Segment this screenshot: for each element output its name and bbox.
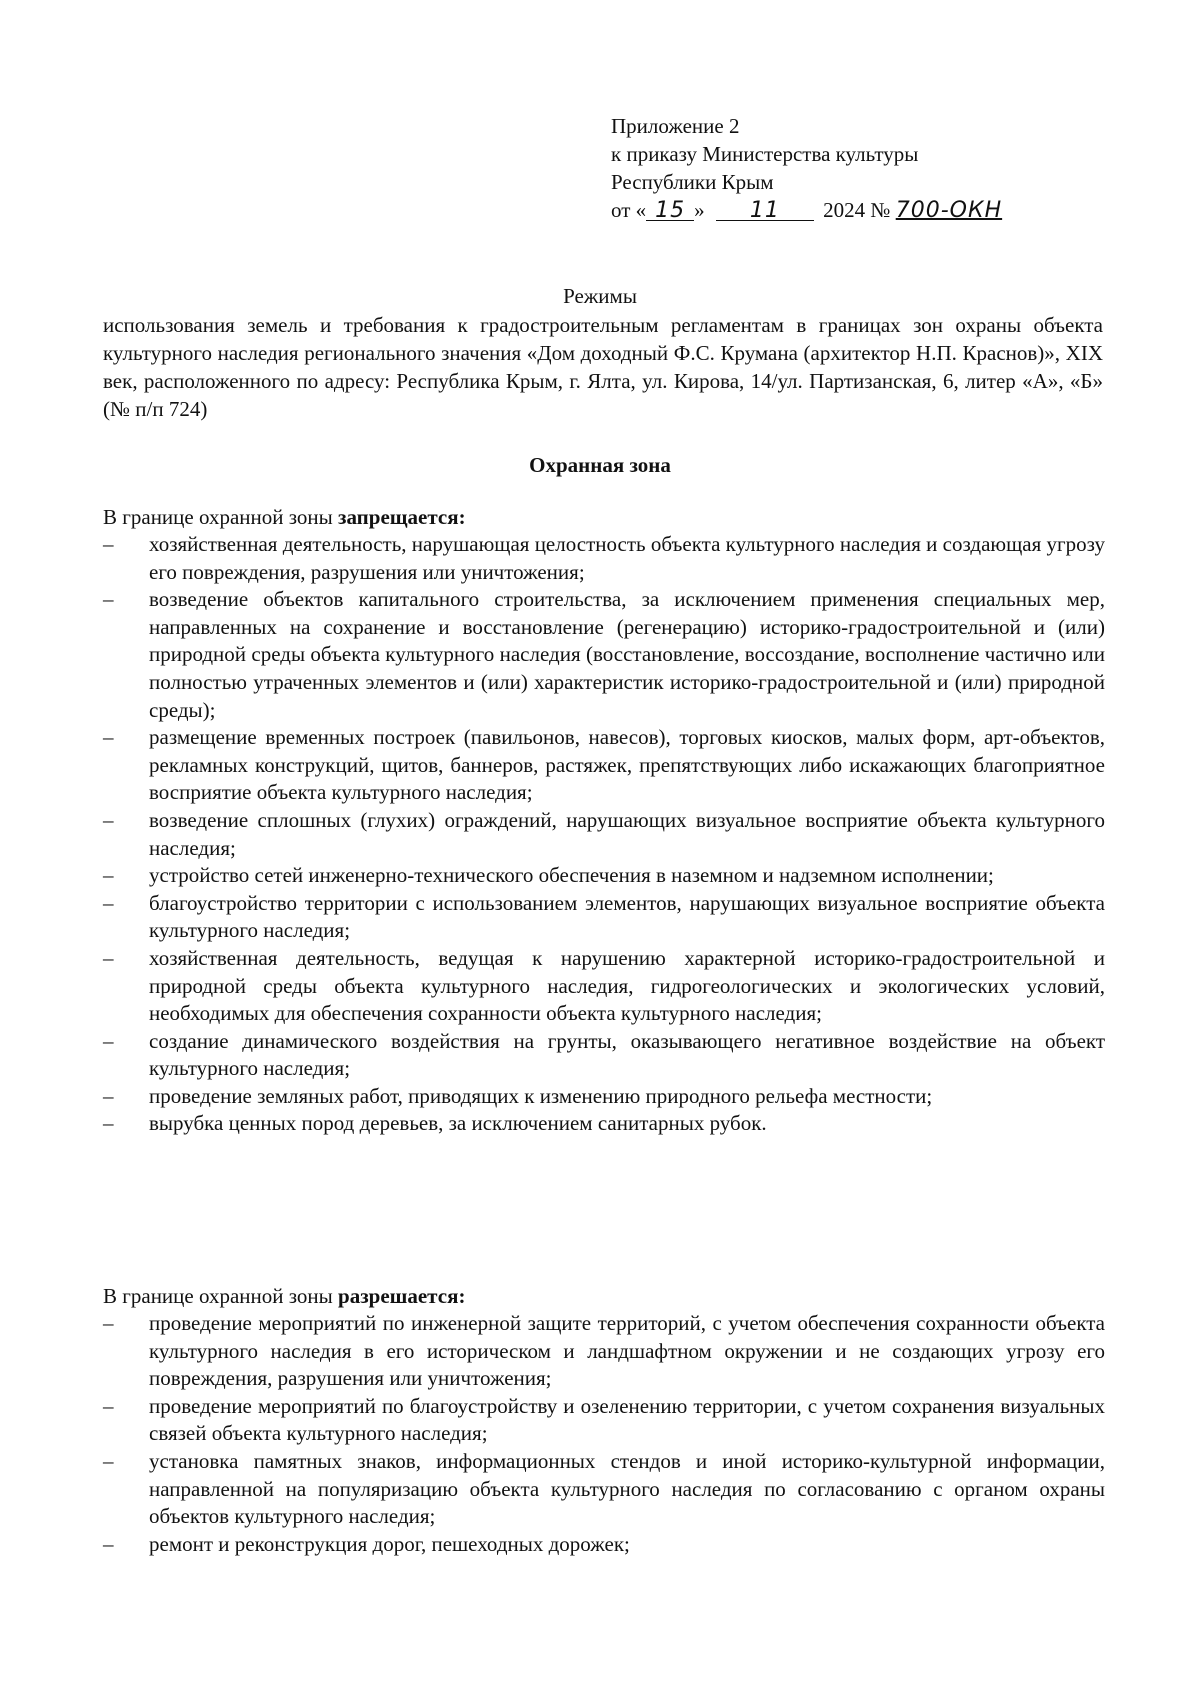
list-item-text: вырубка ценных пород деревьев, за исключением санитарных рубок. <box>149 1111 767 1136</box>
list-dash: – <box>103 1028 114 1053</box>
list-item-text: проведение земляных работ, приводящих к изменению природного рельефа местности; <box>149 1083 933 1108</box>
list-dash: – <box>103 1111 114 1136</box>
allowed-intro <box>103 1282 1105 1310</box>
list-item <box>103 862 1105 890</box>
list-dash: – <box>103 1448 114 1473</box>
list-item <box>103 1310 1105 1393</box>
list-item-text: хозяйственная деятельность, нарушающая целостность объекта культурного наследия и создающая угрозу его повреждения, разрушения или уничтожения; <box>149 532 1105 584</box>
list-item <box>103 586 1105 724</box>
list-dash: – <box>103 945 114 970</box>
allowed-intro-bold: разрешается: <box>338 1284 466 1308</box>
list-item-text: возведение объектов капитального строительства, за исключением применения специальных мер, направленных на сохранение и восстановление (регенерацию) историко-градостроительной и (или) природной среды объекта культурного наследия (восстановление, воссоздание, восполнение частично или полностью утраченных элементов и (или) характеристик историко-градостроительной и (или) природной среды); <box>149 587 1105 722</box>
list-item-text: ремонт и реконструкция дорог, пешеходных дорожек; <box>149 1531 630 1556</box>
list-dash: – <box>103 807 114 832</box>
list-item <box>103 1448 1105 1531</box>
list-item <box>103 724 1105 807</box>
allowed-block <box>103 1282 1105 1558</box>
document-title: Режимы <box>563 284 637 308</box>
month-field <box>716 198 814 221</box>
order-date-line <box>611 196 1026 224</box>
handwritten-month: 11 <box>749 198 780 223</box>
list-dash: – <box>103 725 114 750</box>
list-dash: – <box>103 1311 114 1335</box>
handwritten-day: 15 <box>655 198 686 223</box>
list-item <box>103 1110 1105 1138</box>
allowed-list <box>103 1310 1105 1558</box>
day-field <box>646 198 694 221</box>
list-item <box>103 945 1105 1028</box>
list-item-text: возведение сплошных (глухих) ограждений, нарушающих визуальное восприятие объекта культурного наследия; <box>149 807 1105 860</box>
document-subtitle: использования земель и требования к градостроительным регламентам в границах зон охраны объекта культурного наследия регионального значения «Дом доходный Ф.С. Крумана (архитектор Н.П. Краснов)», XIX век, расположенного по адресу: Республика Крым, г. Ялта, ул. Кирова, 14/ул. Партизанская, 6, литер «А», «Б» (№ п/п 724) <box>103 313 1103 421</box>
prohibited-list <box>103 531 1105 1138</box>
handwritten-order-number: 700-ОКН <box>895 198 1003 223</box>
list-item-text: устройство сетей инженерно-технического обеспечения в наземном и надземном исполнении; <box>149 863 994 888</box>
prohibited-intro <box>103 503 1105 531</box>
section-title: Охранная зона <box>529 453 671 477</box>
appendix-header <box>611 112 1026 224</box>
list-dash: – <box>103 532 114 556</box>
prohibited-intro-bold: запрещается: <box>338 505 466 529</box>
list-item <box>103 1531 1105 1559</box>
prohibited-intro-text: В границе охранной зоны <box>103 505 333 529</box>
prohibited-block <box>103 503 1105 1138</box>
day-suffix: » <box>694 198 705 222</box>
list-item-text: установка памятных знаков, информационных стендов и иной историко-культурной информации, направленной на популяризацию объекта культурного наследия по согласованию с органом охраны объектов культурного наследия; <box>149 1448 1105 1529</box>
appendix-line-2: к приказу Министерства культуры <box>611 142 919 166</box>
list-item <box>103 531 1105 586</box>
appendix-line-3: Республики Крым <box>611 170 774 194</box>
order-year: 2024 № <box>823 198 891 222</box>
list-item <box>103 1393 1105 1448</box>
list-item <box>103 1028 1105 1083</box>
list-item-text: создание динамического воздействия на грунты, оказывающего негативное воздействие на объект культурного наследия; <box>149 1028 1105 1081</box>
appendix-line-1: Приложение 2 <box>611 114 740 138</box>
list-item-text: проведение мероприятий по инженерной защите территорий, с учетом обеспечения сохранности объекта культурного наследия в его историческом и ландшафтном окружении и не создающих угрозу его повреждения, разрушения или уничтожения; <box>149 1311 1105 1391</box>
number-field <box>895 198 1026 223</box>
list-dash: – <box>103 890 114 915</box>
list-item <box>103 1083 1105 1111</box>
list-dash: – <box>103 1393 114 1418</box>
date-prefix: от « <box>611 198 647 222</box>
list-item-text: хозяйственная деятельность, ведущая к нарушению характерной историко-градостроительной и природной среды объекта культурного наследия, гидрогеологических и экологических условий, необходимых для обеспечения сохранности объекта культурного наследия; <box>149 945 1105 1026</box>
list-dash: – <box>103 1531 114 1556</box>
list-item-text: размещение временных построек (павильонов, навесов), торговых киосков, малых форм, арт-объектов, рекламных конструкций, щитов, баннеров, растяжек, препятствующих либо искажающих благоприятное восприятие объекта культурного наследия; <box>149 725 1105 805</box>
list-item-text: проведение мероприятий по благоустройству и озеленению территории, с учетом сохранения визуальных связей объекта культурного наследия; <box>149 1393 1105 1446</box>
allowed-intro-text: В границе охранной зоны <box>103 1284 333 1308</box>
list-dash: – <box>103 1083 114 1108</box>
list-item <box>103 890 1105 945</box>
list-item <box>103 807 1105 862</box>
list-dash: – <box>103 587 114 612</box>
list-dash: – <box>103 863 114 888</box>
list-item-text: благоустройство территории с использованием элементов, нарушающих визуальное восприятие объекта культурного наследия; <box>149 890 1105 943</box>
